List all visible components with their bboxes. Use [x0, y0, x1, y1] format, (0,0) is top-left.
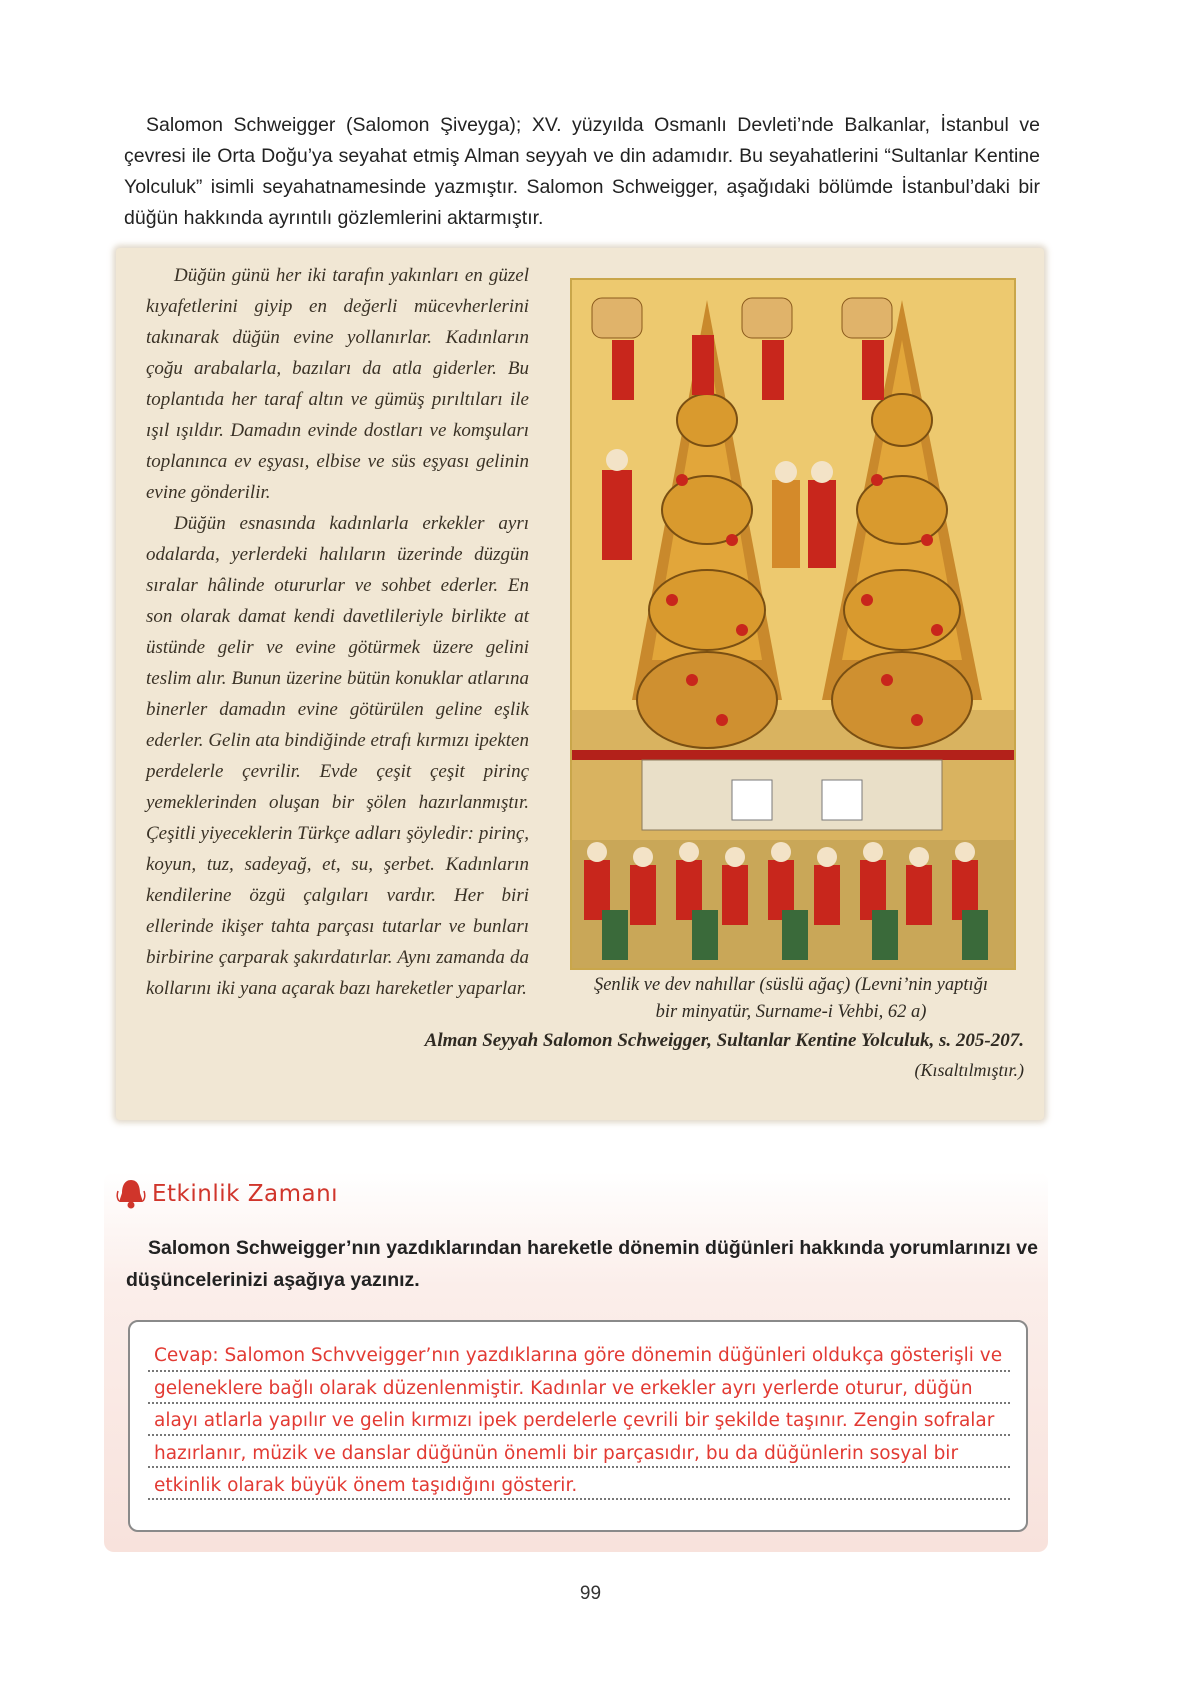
miniature-illustration — [572, 280, 1014, 968]
quote-paragraph-1: Düğün günü her iki tarafın yakınları en güzel kıyafetlerini giyip en değerli mücevherlerini takınarak düğün evine yollanırlar. Kadınların çoğu arabalarla, bazıları da atla giderler. Bu toplantıda her taraf altın ve gümüş pırıltıları ile ışıl ışıldır. Damadın evinde dostları ve komşuları toplanınca ev eşyası, elbise ve süs eşyası gelinin evine gönderilir. — [146, 265, 529, 503]
miniature-caption — [550, 972, 1032, 1026]
caption-line-1: Şenlik ve dev nahıllar (süslü ağaç) (Levni’nin yaptığı — [593, 975, 989, 995]
answer-text: Cevap: Salomon Schvveigger’nın yazdıklarına göre dönemin düğünleri oldukça gösterişli ve geleneklere bağlı olarak düzenlenmiştir. Kadınlar ve erkekler ayrı yerlerde oturur, düğün alayı atlarla yapılır ve gelin kırmızı ipek perdelerle çevrili bir şekilde taşınır. Zengin sofralar hazırlanır, müzik ve danslar düğünün önemli bir parçasıdır, bu da düğünlerin sosyal bir etkinlik olarak büyük önem taşıdığını gösterir. — [154, 1345, 1003, 1496]
quote-paragraph-2: Düğün esnasında kadınlarla erkekler ayrı odalarda, yerlerdeki halıların üzerinde düzgün sıralar hâlinde otururlar ve sohbet ederler. En son olarak damat kendi davetlileriyle birlikte at üstünde gelir ve evine götürmek üzere gelini teslim alır. Bunun üzerine bütün konuklar atlarına binerler damadın evine götürülen geline eşlik ederler. Gelin ata bindiğinde etrafı kırmızı ipekten perdelerle çevrilir. Evde çeşit çeşit pirinç yemeklerinden oluşan bir şölen hazırlanmıştır. Çeşitli yiyeceklerin Türkçe adları şöyledir: pirinç, koyun, tuz, sadeyağ, et, su, şerbet. Kadınların kendilerine özgü çalgıları vardır. Her biri ellerinde ikişer tahta parçası tutarlar ve bunları birbirine çarparak şakırdatırlar. Aynı zamanda da kollarını iki yana açarak bazı hareketler yaparlar. — [146, 513, 529, 999]
quote-text — [146, 260, 529, 1004]
activity-prompt — [126, 1232, 1038, 1296]
answer-box[interactable] — [128, 1320, 1028, 1532]
miniature-painting — [570, 278, 1016, 970]
caption-line-2: bir minyatür, Surname-i Vehbi, 62 a) — [655, 1002, 927, 1022]
activity-header — [116, 1174, 338, 1214]
page-number: 99 — [579, 1583, 602, 1604]
bell-icon — [116, 1177, 146, 1211]
source-note: (Kısaltılmıştır.) — [914, 1060, 1024, 1080]
quote-box — [116, 248, 1044, 1120]
activity-prompt-text: Salomon Schweigger’nın yazdıklarından hareketle dönemin düğünleri hakkında yorumlarınızı ve düşüncelerinizi aşağıya yazınız. — [126, 1237, 1038, 1291]
activity-title: Etkinlik Zamanı — [152, 1181, 339, 1207]
intro-paragraph — [124, 110, 1040, 234]
quote-source — [425, 1026, 1024, 1084]
intro-text: Salomon Schweigger (Salomon Şiveyga); XV. yüzyılda Osmanlı Devleti’nde Balkanlar, İstanbul ve çevresi ile Orta Doğu’ya seyahat etmiş Alman seyyah ve din adamıdır. Bu seyahatlerini “Sultanlar Kentine Yolculuk” isimli seyahatnamesinde yazmıştır. Salomon Schweigger, aşağıdaki bölümde İstanbul’daki bir düğün hakkında ayrıntılı gözlemlerini aktarmıştır. — [124, 114, 1040, 229]
source-citation: Alman Seyyah Salomon Schweigger, Sultanlar Kentine Yolculuk, s. 205-207. — [424, 1030, 1024, 1051]
activity-section — [104, 1172, 1048, 1552]
